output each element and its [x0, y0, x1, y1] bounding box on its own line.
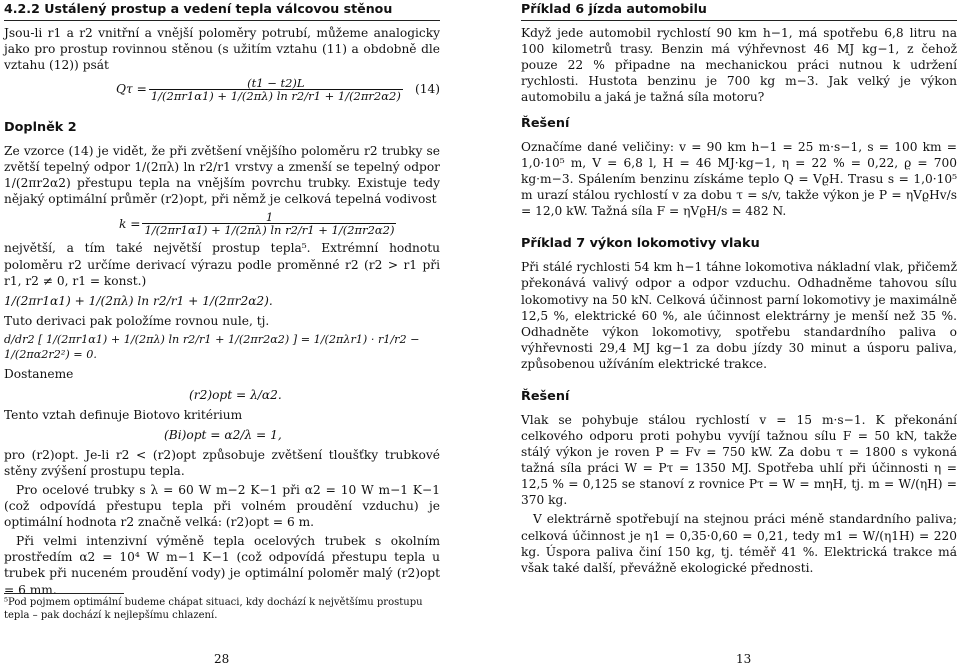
- footnote-rule: [4, 593, 124, 594]
- intro-paragraph: Jsou-li r1 a r2 vnitřní a vnější poloměry potrubí, můžeme analogicky jako pro prostup rovinnou stěnou (s užitím vztahu (11) a obdobně dle vztahu (12)) psát: [4, 25, 440, 72]
- example7-text: Při stálé rychlosti 54 km h−1 táhne lokomotiva nákladní vlak, přičemž překonává valivý odpor a odpor vzduchu. Odhadněme tahovou sílu lokomotivy na 50 kN. Celková účinnost parní lokomotivy je maximálně 12,5 %, elektrické 60 %, ale účinnost elektrárny je menší než 35 %. Odhadněte výkon lokomotivy, spotřebu standardního paliva o výhřevnosti 29,4 MJ kg−1 za dobu jízdy 30 minut a úsporu paliva, způsobenou užíváním elektrické trakce.: [521, 260, 957, 371]
- right-page: [521, 0, 957, 579]
- left-page: [4, 0, 440, 601]
- supplement-p8: Při velmi intenzivní výměně tepla ocelových trubek s okolním prostředím α2 = 10⁴ W m−1 K−1 (což odpovídá přestupu tepla u trubek při nuceném proudění vody) je optimální poloměr malý (r2)opt = 6 mm.: [4, 534, 440, 597]
- example7-title: Příklad 7 výkon lokomotivy vlaku: [521, 236, 760, 252]
- page-number-left: 28: [214, 652, 230, 666]
- supplement-p1: Ze vzorce (14) je vidět, že při zvětšení vnějšího poloměru r2 trubky se zvětší tepelný odpor 1/(2πλ) ln r2/r1 vrstvy a zmenší se tepelný odpor 1/(2πr2α2) přestupu tepla na vnějším povrchu trubky. Existuje tedy nějaký optimální průměr (r2)opt, při němž je celková tepelná vodivost: [4, 143, 440, 207]
- equation-derivative: d/dr2 [ 1/(2πr1α1) + 1/(2πλ) ln r2/r1 + 1/(2πr2α2) ] = 1/(2πλr1) · r1/r2 − 1/(2πα2r2²) = 0.: [4, 332, 420, 361]
- solution7-p1: Vlak se pohybuje stálou rychlostí v = 15 m·s−1. K překonání celkového odporu proti pohybu vyvíjí tažnou sílu F = 50 kN, takže stálý výkon je roven P = Fv = 750 kW. Za dobu τ = 1800 s vykoná tažná síla práci W = Pτ = 1350 MJ. Spotřeba uhlí při účinnosti η = 12,5 % = 0,125 se stanoví z rovnice Pτ = W = mηH, tj. m = W/(ηH) = 370 kg.: [521, 412, 957, 508]
- equation-biot: (Bi)opt = α2/λ = 1,: [164, 427, 282, 442]
- solution7-p2: V elektrárně spotřebují na stejnou práci méně standardního paliva; celková účinnost je η1 = 0,35·0,60 = 0,21, tedy m1 = W/(η1H) = 220 kg. Úspora paliva činí 150 kg, tj. téměř 41 %. Elektrická trakce má však také další, převážně ekologické přednosti.: [521, 512, 957, 575]
- supplement-p4: Dostaneme: [4, 367, 74, 382]
- supplement-p2: největší, a tím také největší prostup tepla⁵. Extrémní hodnotu poloměru r2 určíme derivací výrazu podle proměnné r2 (r2 > r1 při r1, r2 ≠ 0, r1 = konst.): [4, 241, 440, 288]
- equation-sum: 1/(2πr1α1) + 1/(2πλ) ln r2/r1 + 1/(2πr2α2).: [4, 293, 273, 308]
- solution6-text: Označíme dané veličiny: v = 90 km h−1 = 25 m·s−1, s = 100 km = 1,0·10⁵ m, V = 6,8 l, H = 46 MJ·kg−1, η = 22 % = 0,22, ϱ = 700 kg·m−3. Spálením benzinu získáme teplo Q = VϱH. Trasu s = 1,0·10⁵ m urazí stálou rychlostí v za dobu τ = s/v, takže výkon je P = ηVϱHv/s = 12,0 kW. Tažná síla F = ηVϱH/s = 482 N.: [521, 139, 957, 219]
- eq14-number: (14): [414, 82, 440, 97]
- section-title: 4.2.2 Ustálený prostup a vedení tepla válcovou stěnou: [4, 0, 440, 21]
- supplement-title: Doplněk 2: [4, 120, 77, 136]
- supplement-p5: Tento vztah definuje Biotovo kritérium: [4, 407, 243, 422]
- page-number-right: 13: [736, 652, 752, 666]
- solution6-label: Řešení: [521, 116, 570, 132]
- footnote: ⁵Pod pojmem optimální budeme chápat situaci, kdy dochází k největšímu prostupu tepla – pak dochází k nejlepšímu chlazení.: [4, 593, 440, 622]
- example6-title: Příklad 6 jízda automobilu: [521, 0, 957, 21]
- equation-opt: (r2)opt = λ/α2.: [189, 387, 282, 402]
- supplement-p6: pro (r2)opt. Je-li r2 < (r2)opt způsobuje zvětšení tloušťky trubkové stěny zvýšení prostupu tepla.: [4, 447, 440, 478]
- equation-14: [116, 77, 440, 102]
- eq14-lhs: Qτ =: [116, 82, 147, 97]
- eq14-fraction: $\frac{(t1 - t2)L}{\text{1/(2πr1α1) + 1/(2πλ) ln r2/r1 + 1/(2πr2α2)}}$: [150, 75, 401, 103]
- solution7-label: Řešení: [521, 388, 570, 404]
- example6-text: Když jede automobil rychlostí 90 km h−1, má spotřebu 6,8 litru na 100 kilometrů trasy. Benzin má výhřevnost 46 MJ kg−1, z čehož pouze 22 % připadne na mechanickou práci nutnou k udržení rychlosti. Hustota benzinu je 700 kg m−3. Jak velký je výkon automobilu a jaká je tažná síla motoru?: [521, 25, 957, 104]
- supplement-p7: Pro ocelové trubky s λ = 60 W m−2 K−1 při α2 = 10 W m−1 K−1 (což odpovídá přestupu tepla při volném proudění vzduchu) je optimální hodnota r2 značně velká: (r2)opt = 6 m.: [4, 483, 440, 530]
- equation-k: k = $\frac{1}{\text{1/(2πr1α1) + 1/(2πλ) ln r2/r1 + 1/(2πr2α2)}}$: [119, 210, 395, 238]
- supplement-p3: Tuto derivaci pak položíme rovnou nule, tj.: [4, 313, 270, 328]
